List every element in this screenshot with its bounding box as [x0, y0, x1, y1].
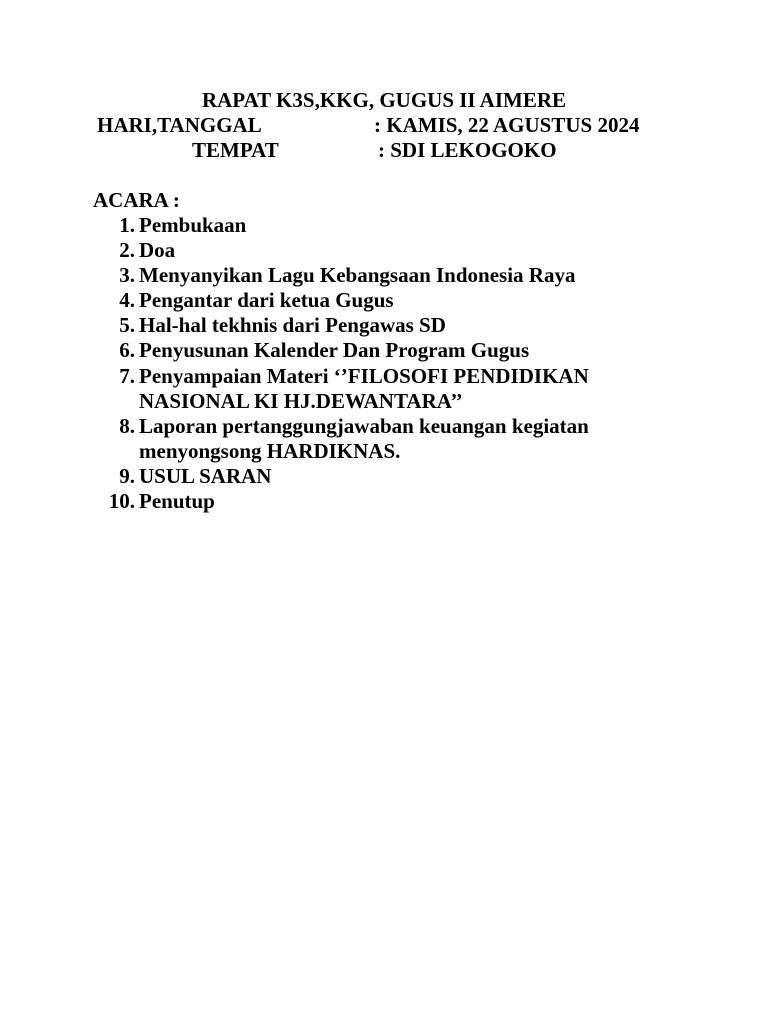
- agenda-item-text: Doa: [139, 238, 176, 262]
- agenda-item-text: Pembukaan: [139, 213, 247, 237]
- meeting-title: RAPAT K3S,KKG, GUGUS II AIMERE: [201, 88, 567, 112]
- agenda-item-text-continued: NASIONAL KI HJ.DEWANTARA’’: [139, 389, 463, 413]
- agenda-item-text: Penyampaian Materi ‘’FILOSOFI PENDIDIKAN: [139, 364, 589, 388]
- agenda-item-number: 3.: [119, 263, 135, 287]
- place-value: : SDI LEKOGOKO: [378, 138, 557, 162]
- agenda-item-number: 1.: [119, 213, 135, 237]
- agenda-item-text: Hal-hal tekhnis dari Pengawas SD: [139, 313, 446, 337]
- agenda-item-text: USUL SARAN: [139, 464, 272, 488]
- agenda-item-text: Penutup: [139, 489, 215, 513]
- agenda-item-text-continued: menyongsong HARDIKNAS.: [139, 439, 401, 463]
- agenda-item-text: Menyanyikan Lagu Kebangsaan Indonesia Raya: [139, 263, 576, 287]
- place-label: TEMPAT: [192, 138, 279, 162]
- agenda-item-number: 4.: [119, 288, 135, 312]
- agenda-item-text: Pengantar dari ketua Gugus: [139, 288, 394, 312]
- date-value: : KAMIS, 22 AGUSTUS 2024: [374, 113, 640, 137]
- agenda-item-text: Penyusunan Kalender Dan Program Gugus: [139, 338, 530, 362]
- agenda-item-text: Laporan pertanggungjawaban keuangan kegiatan: [139, 414, 589, 438]
- agenda-item-number: 5.: [119, 313, 135, 337]
- date-label: HARI,TANGGAL: [97, 113, 262, 137]
- agenda-item-number: 8.: [119, 414, 135, 438]
- agenda-item-number: 6.: [119, 338, 135, 362]
- agenda-heading: ACARA :: [93, 188, 180, 212]
- agenda-item-number: 7.: [119, 364, 135, 388]
- agenda-item-number: 10.: [108, 489, 135, 513]
- agenda-item-number: 9.: [119, 464, 135, 488]
- agenda-item-number: 2.: [119, 238, 135, 262]
